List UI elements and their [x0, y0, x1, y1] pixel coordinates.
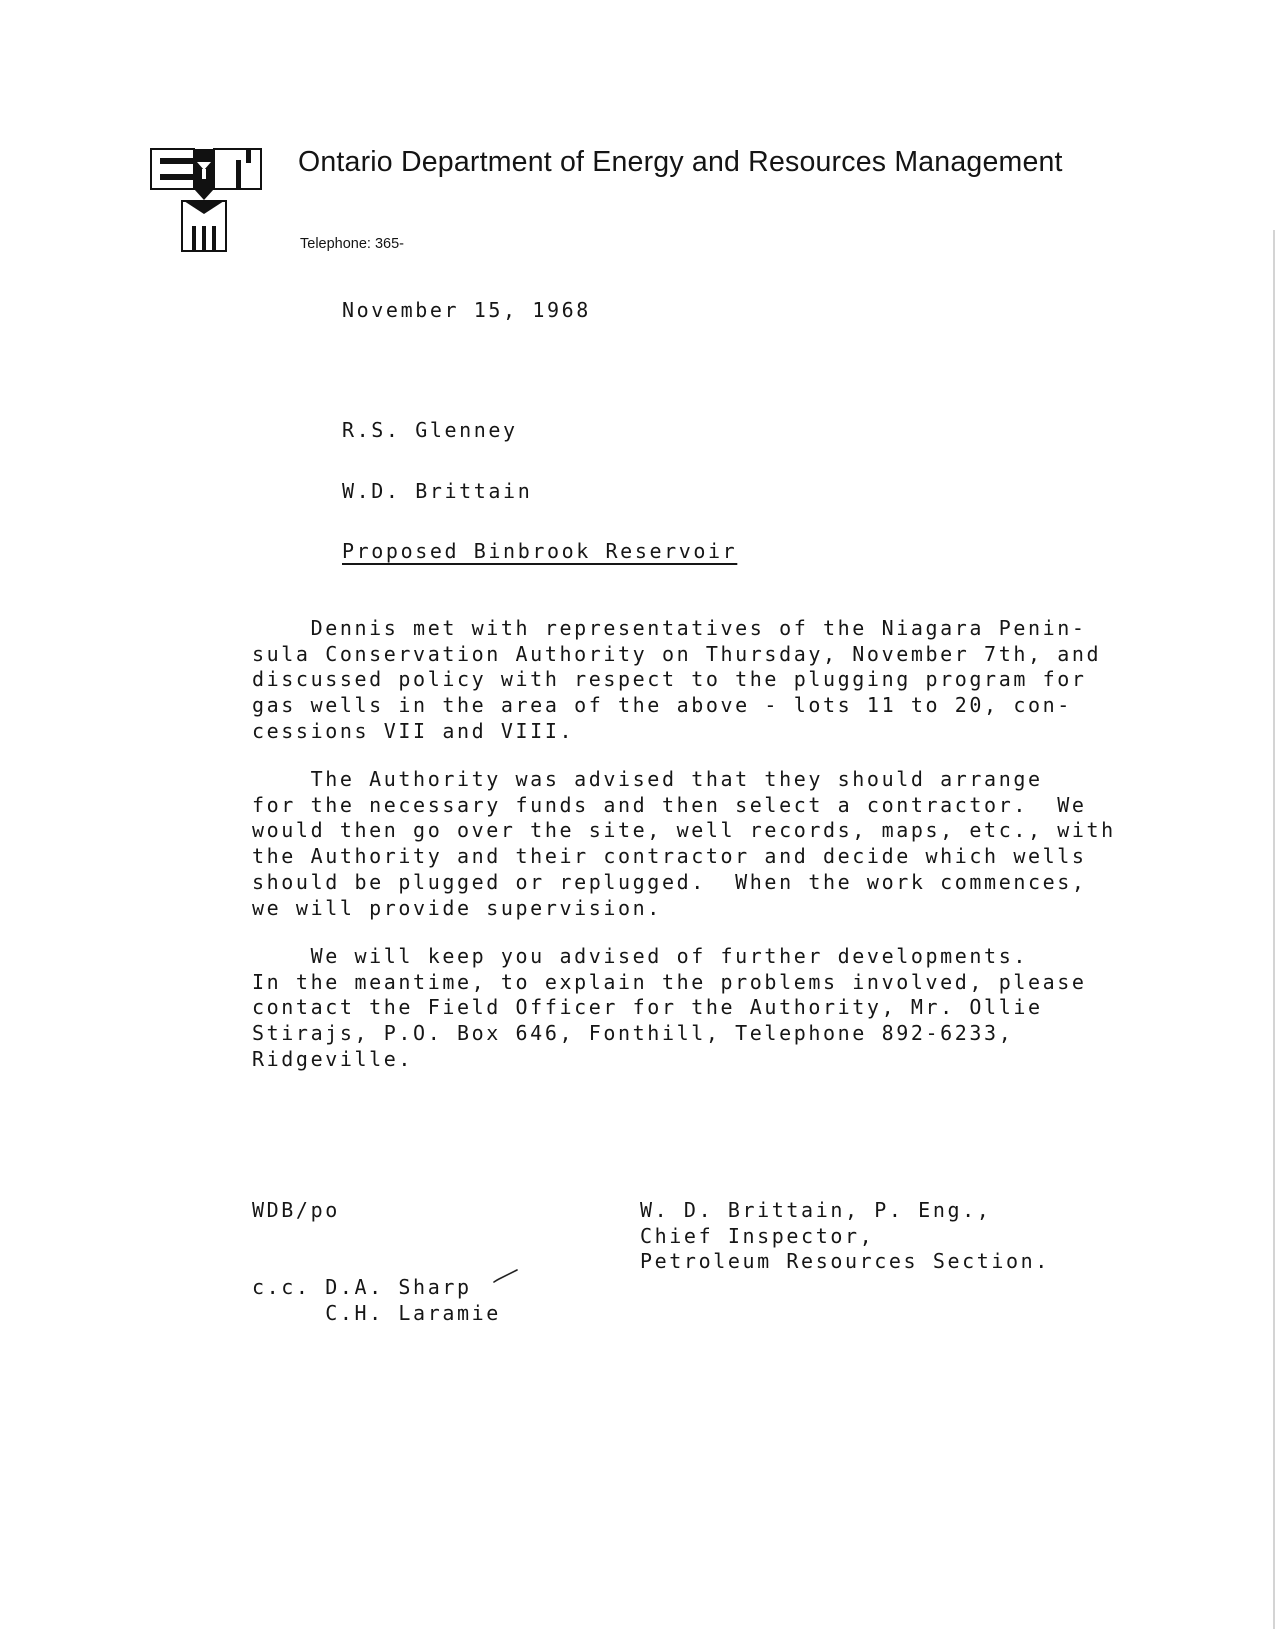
typist-initials: WDB/po — [252, 1198, 340, 1222]
sender: W.D. Brittain — [342, 479, 533, 503]
body-paragraph-1: Dennis met with representatives of the Niagara Penin- sula Conservation Authority on Thursday, November 7th, and discussed policy with respect to the plugging program for gas wells in the area of the above - lots 11 to 20, con- cessions VII and VIII. — [252, 616, 1102, 743]
signature-name: W. D. Brittain, P. Eng., — [640, 1198, 992, 1222]
department-name: Ontario Department of Energy and Resources Management — [298, 146, 1063, 178]
carbon-copy-list — [252, 1275, 501, 1326]
telephone-line: Telephone: 365- — [300, 236, 404, 252]
recipient: R.S. Glenney — [342, 418, 518, 442]
letter-date: November 15, 1968 — [342, 298, 591, 322]
body-paragraph-2: The Authority was advised that they should arrange for the necessary funds and then select a contractor. We would then go over the site, well records, maps, etc., with the Authority and their contractor and decide which wells should be plugged or replugged. When the work commences, we will provide supervision. — [252, 767, 1116, 920]
cc-line-1: c.c. D.A. Sharp — [252, 1275, 472, 1299]
body-paragraph-3: We will keep you advised of further developments. In the meantime, to explain the problems involved, please contact the Field Officer for the Authority, Mr. Ollie Stirajs, P.O. Box 646, Fonthill, Telephone 892-6233, Ridgeville. — [252, 944, 1087, 1071]
signature-section: Petroleum Resources Section. — [640, 1249, 1050, 1274]
subject-line: Proposed Binbrook Reservoir — [342, 539, 738, 563]
signature-block — [640, 1198, 1050, 1275]
cc-line-2: C.H. Laramie — [252, 1300, 501, 1325]
edrm-logo-icon — [150, 148, 262, 252]
signature-title: Chief Inspector, — [640, 1223, 875, 1248]
check-mark-icon — [493, 1268, 519, 1284]
